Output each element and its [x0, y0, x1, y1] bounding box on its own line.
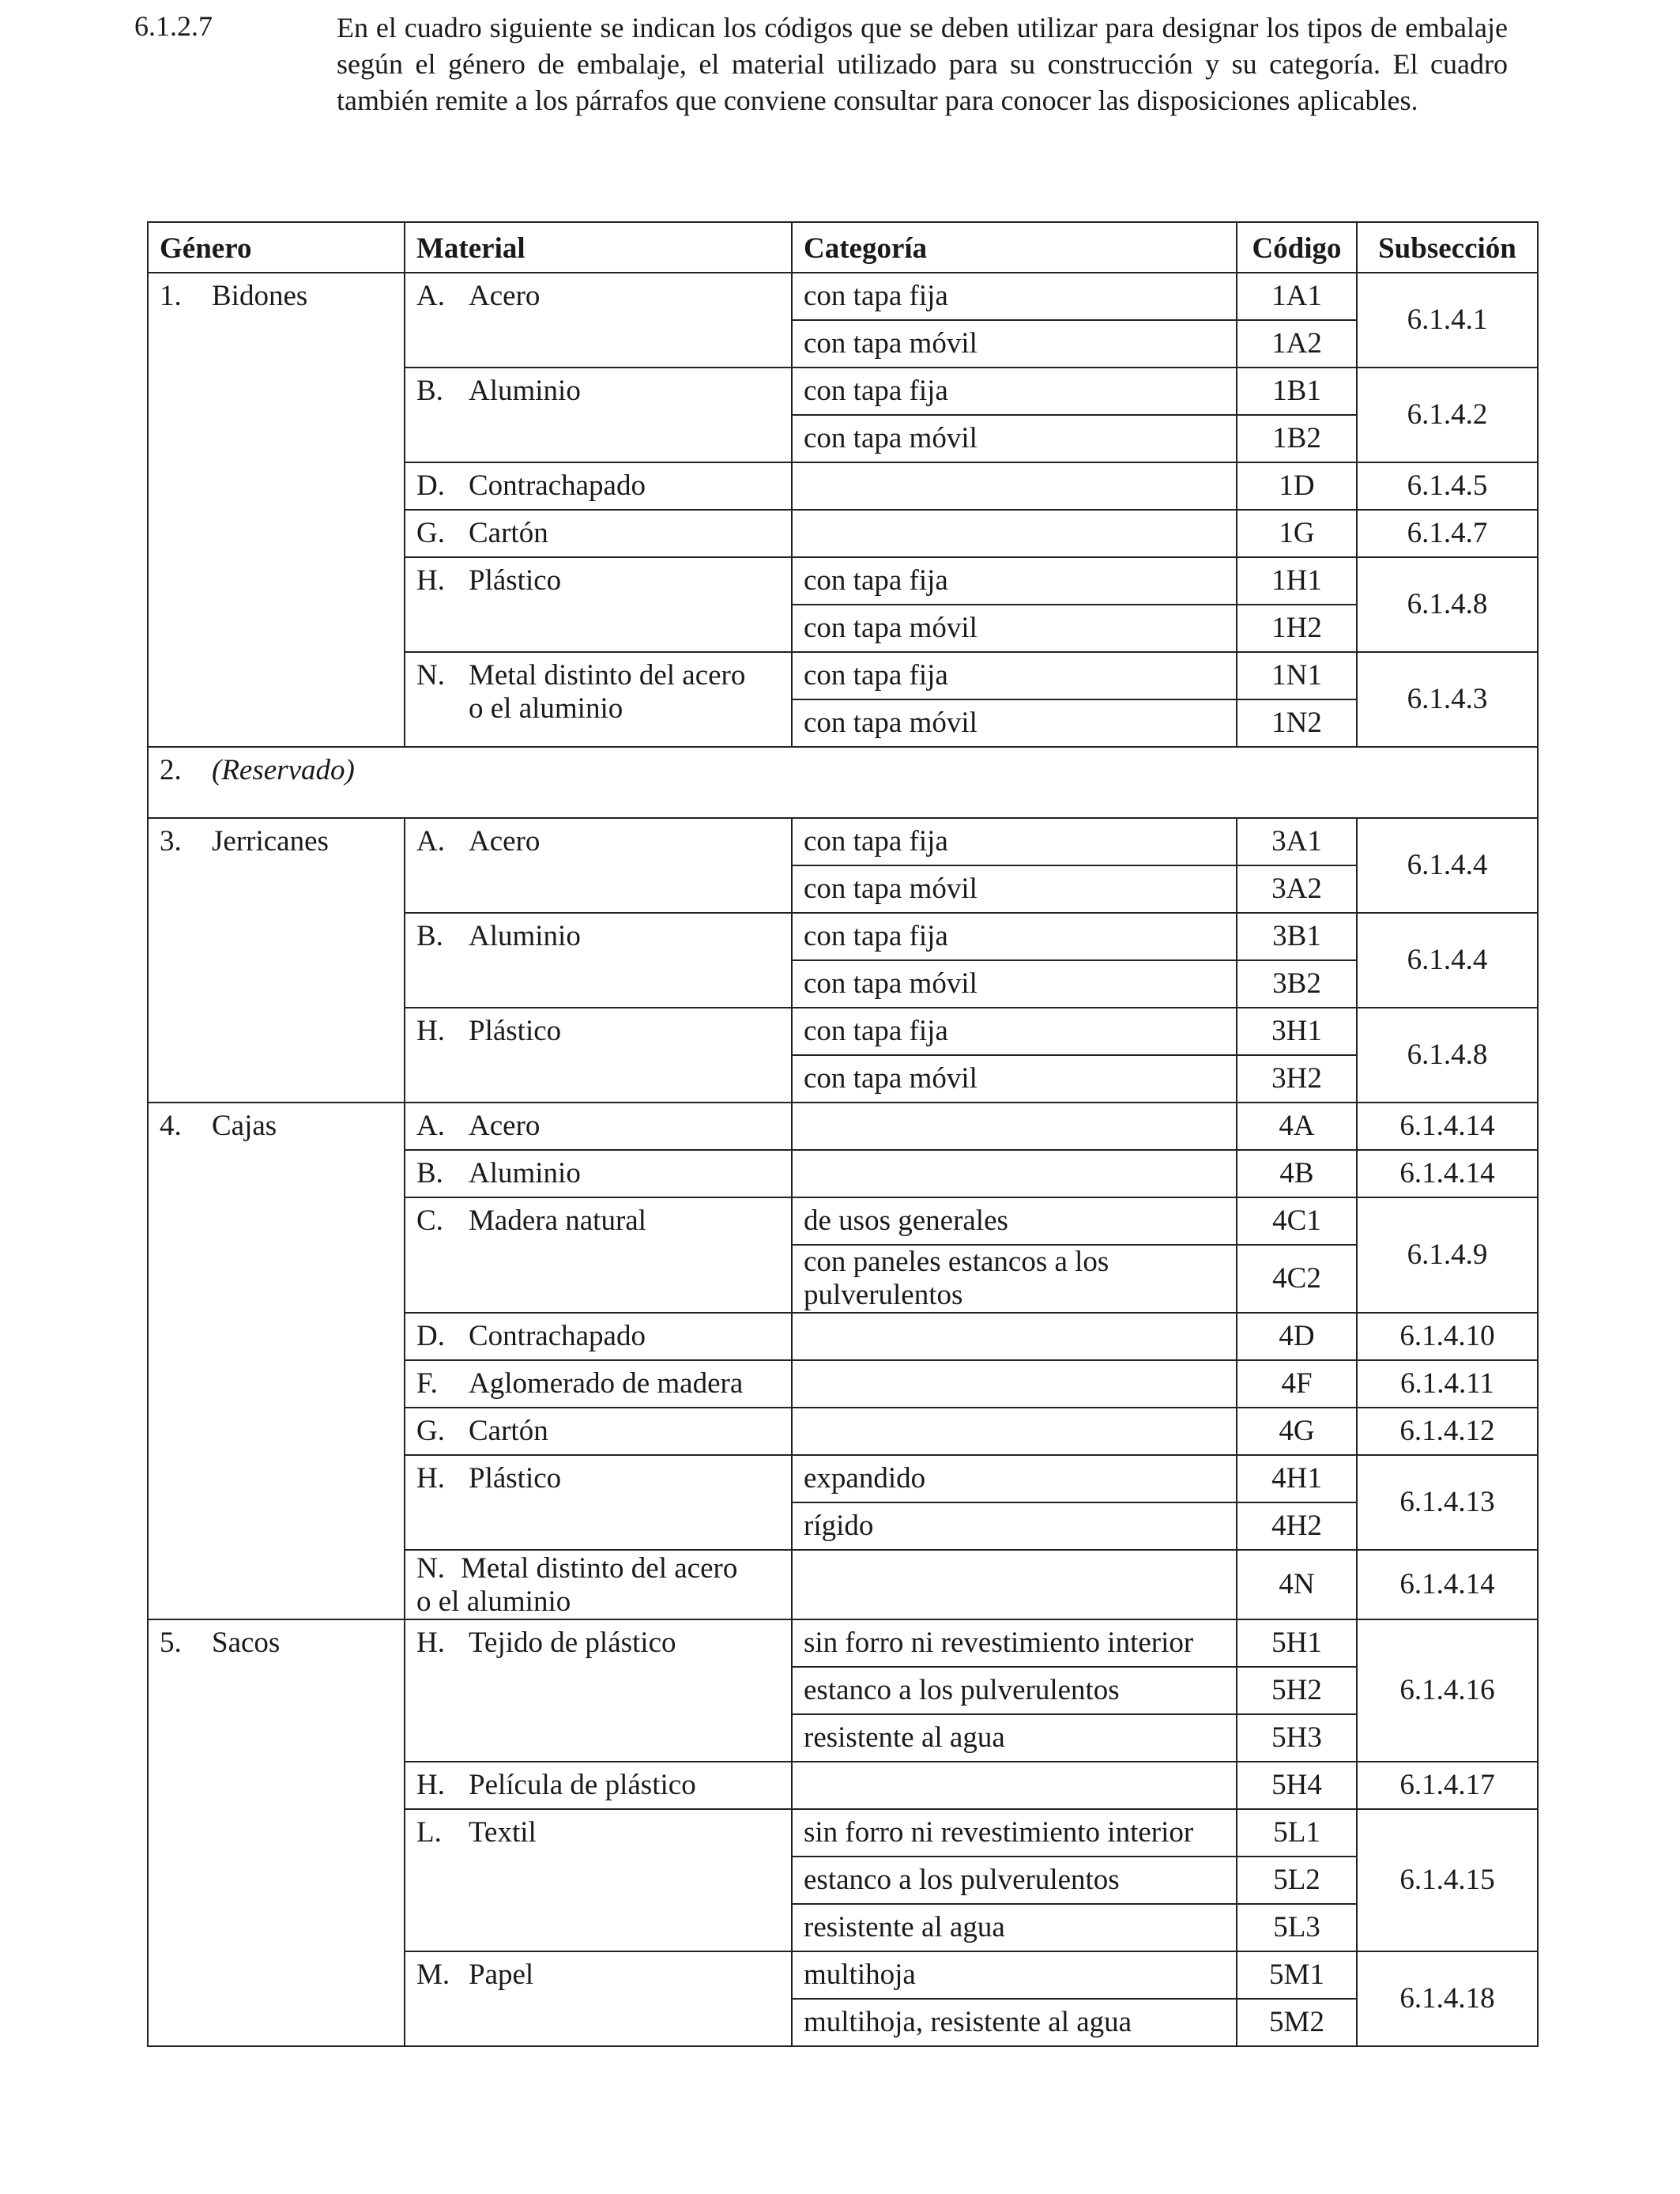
- subsection-cell: 6.1.4.14: [1357, 1103, 1538, 1150]
- category-cell: [792, 1313, 1237, 1360]
- material-cell: N. Metal distinto del acero o el aluminio: [405, 1550, 792, 1619]
- category-cell: de usos generales: [792, 1197, 1237, 1245]
- category-cell: sin forro ni revestimiento interior: [792, 1619, 1237, 1667]
- subsection-cell: 6.1.4.7: [1357, 510, 1538, 557]
- material-cell: C. Madera natural: [405, 1197, 792, 1313]
- subsection-cell: 6.1.4.14: [1357, 1550, 1538, 1619]
- code-cell: 4N: [1237, 1550, 1357, 1619]
- subsection-cell: 6.1.4.18: [1357, 1951, 1538, 2046]
- code-cell: 1A1: [1237, 273, 1357, 320]
- subsection-cell: 6.1.4.2: [1357, 368, 1538, 462]
- intro-paragraph: En el cuadro siguiente se indican los códigos que se deben utilizar para designar los tipos de embalaje según el género de embalaje, el material utilizado para su construcción y su categoría. El cuadro también remite a los párrafos que conviene consultar para conocer las disposiciones aplicables.: [337, 12, 1508, 116]
- section-number: 6.1.2.7: [134, 10, 213, 42]
- category-cell: multihoja, resistente al agua: [792, 1999, 1237, 2046]
- material-cell: L. Textil: [405, 1809, 792, 1951]
- category-cell: con tapa fija: [792, 273, 1237, 320]
- subsection-cell: 6.1.4.15: [1357, 1809, 1538, 1951]
- header-row: [148, 222, 1538, 273]
- material-cell: F. Aglomerado de madera: [405, 1360, 792, 1408]
- category-cell: con tapa fija: [792, 557, 1237, 605]
- code-cell: 3A1: [1237, 818, 1357, 865]
- category-cell: con tapa móvil: [792, 1055, 1237, 1103]
- category-cell: [792, 1150, 1237, 1197]
- material-cell: M. Papel: [405, 1951, 792, 2046]
- header-subseccion: Subsección: [1357, 222, 1538, 273]
- subsection-cell: 6.1.4.16: [1357, 1619, 1538, 1762]
- table-row: [148, 1103, 1538, 1150]
- category-cell: [792, 1550, 1237, 1619]
- table-row: [148, 273, 1538, 320]
- category-cell: con tapa móvil: [792, 320, 1237, 368]
- category-cell: sin forro ni revestimiento interior: [792, 1809, 1237, 1857]
- category-cell: con tapa fija: [792, 1008, 1237, 1055]
- material-cell: D. Contrachapado: [405, 1313, 792, 1360]
- subsection-cell: 6.1.4.11: [1357, 1360, 1538, 1408]
- header-codigo: Código: [1237, 222, 1357, 273]
- category-cell: con tapa fija: [792, 818, 1237, 865]
- material-cell: H. Tejido de plástico: [405, 1619, 792, 1762]
- code-cell: 5L2: [1237, 1857, 1357, 1904]
- code-cell: 5M2: [1237, 1999, 1357, 2046]
- code-cell: 1A2: [1237, 320, 1357, 368]
- genre-cell: 5. Sacos: [148, 1619, 405, 2046]
- category-cell: con tapa móvil: [792, 699, 1237, 747]
- genre-cell: 3. Jerricanes: [148, 818, 405, 1103]
- category-cell: resistente al agua: [792, 1714, 1237, 1762]
- genre-cell: 1. Bidones: [148, 273, 405, 747]
- subsection-cell: 6.1.4.17: [1357, 1762, 1538, 1809]
- material-cell: B. Aluminio: [405, 913, 792, 1008]
- code-cell: 4H2: [1237, 1502, 1357, 1550]
- category-cell: con paneles estancos a los pulverulentos: [792, 1245, 1237, 1313]
- header-material: Material: [405, 222, 792, 273]
- category-cell: rígido: [792, 1502, 1237, 1550]
- code-cell: 1H1: [1237, 557, 1357, 605]
- subsection-cell: 6.1.4.8: [1357, 557, 1538, 652]
- material-cell: N. Metal distinto del acero o el aluminio: [405, 652, 792, 747]
- code-cell: 5H2: [1237, 1667, 1357, 1714]
- code-cell: 4H1: [1237, 1455, 1357, 1502]
- code-cell: 5M1: [1237, 1951, 1357, 1999]
- material-cell: B. Aluminio: [405, 368, 792, 462]
- subsection-cell: 6.1.4.3: [1357, 652, 1538, 747]
- category-cell: [792, 462, 1237, 510]
- code-cell: 5H3: [1237, 1714, 1357, 1762]
- code-cell: 3A2: [1237, 865, 1357, 913]
- category-cell: [792, 1360, 1237, 1408]
- subsection-cell: 6.1.4.5: [1357, 462, 1538, 510]
- subsection-cell: 6.1.4.10: [1357, 1313, 1538, 1360]
- code-cell: 5L1: [1237, 1809, 1357, 1857]
- code-cell: 1N1: [1237, 652, 1357, 699]
- subsection-cell: 6.1.4.1: [1357, 273, 1538, 368]
- code-cell: 4D: [1237, 1313, 1357, 1360]
- material-cell: A. Acero: [405, 273, 792, 368]
- subsection-cell: 6.1.4.9: [1357, 1197, 1538, 1313]
- table-row: [148, 1619, 1538, 1667]
- code-cell: 1B2: [1237, 415, 1357, 462]
- category-cell: [792, 1103, 1237, 1150]
- material-cell: H. Plástico: [405, 1008, 792, 1103]
- category-cell: resistente al agua: [792, 1904, 1237, 1951]
- category-cell: [792, 1762, 1237, 1809]
- category-cell: con tapa fija: [792, 913, 1237, 960]
- code-cell: 4C1: [1237, 1197, 1357, 1245]
- material-cell: H. Plástico: [405, 1455, 792, 1550]
- code-cell: 3H1: [1237, 1008, 1357, 1055]
- subsection-cell: 6.1.4.14: [1357, 1150, 1538, 1197]
- code-cell: 5L3: [1237, 1904, 1357, 1951]
- code-cell: 4A: [1237, 1103, 1357, 1150]
- header-genero: Género: [148, 222, 405, 273]
- category-cell: con tapa móvil: [792, 415, 1237, 462]
- category-cell: con tapa fija: [792, 652, 1237, 699]
- subsection-cell: 6.1.4.13: [1357, 1455, 1538, 1550]
- code-cell: 4B: [1237, 1150, 1357, 1197]
- code-cell: 4F: [1237, 1360, 1357, 1408]
- category-cell: con tapa móvil: [792, 960, 1237, 1008]
- material-cell: H. Plástico: [405, 557, 792, 652]
- packaging-codes-table: [147, 221, 1539, 2047]
- header-categoria: Categoría: [792, 222, 1237, 273]
- code-cell: 5H1: [1237, 1619, 1357, 1667]
- category-cell: estanco a los pulverulentos: [792, 1667, 1237, 1714]
- code-cell: 1D: [1237, 462, 1357, 510]
- code-cell: 3B2: [1237, 960, 1357, 1008]
- code-cell: 1B1: [1237, 368, 1357, 415]
- material-cell: D. Contrachapado: [405, 462, 792, 510]
- code-cell: 4C2: [1237, 1245, 1357, 1313]
- subsection-cell: 6.1.4.4: [1357, 818, 1538, 913]
- code-cell: 1N2: [1237, 699, 1357, 747]
- category-cell: multihoja: [792, 1951, 1237, 1999]
- material-cell: B. Aluminio: [405, 1150, 792, 1197]
- genre-cell-reserved: 2. (Reservado): [148, 747, 1538, 818]
- genre-cell: 4. Cajas: [148, 1103, 405, 1619]
- category-cell: con tapa móvil: [792, 605, 1237, 652]
- code-cell: 3H2: [1237, 1055, 1357, 1103]
- table-row: [148, 747, 1538, 818]
- material-cell: G. Cartón: [405, 510, 792, 557]
- subsection-cell: 6.1.4.4: [1357, 913, 1538, 1008]
- code-cell: 1G: [1237, 510, 1357, 557]
- category-cell: con tapa fija: [792, 368, 1237, 415]
- code-cell: 5H4: [1237, 1762, 1357, 1809]
- material-cell: A. Acero: [405, 818, 792, 913]
- material-cell: G. Cartón: [405, 1408, 792, 1455]
- category-cell: con tapa móvil: [792, 865, 1237, 913]
- category-cell: [792, 1408, 1237, 1455]
- code-cell: 3B1: [1237, 913, 1357, 960]
- category-cell: [792, 510, 1237, 557]
- code-cell: 4G: [1237, 1408, 1357, 1455]
- code-cell: 1H2: [1237, 605, 1357, 652]
- category-cell: expandido: [792, 1455, 1237, 1502]
- subsection-cell: 6.1.4.12: [1357, 1408, 1538, 1455]
- subsection-cell: 6.1.4.8: [1357, 1008, 1538, 1103]
- material-cell: A. Acero: [405, 1103, 792, 1150]
- material-cell: H. Película de plástico: [405, 1762, 792, 1809]
- table-row: [148, 818, 1538, 865]
- category-cell: estanco a los pulverulentos: [792, 1857, 1237, 1904]
